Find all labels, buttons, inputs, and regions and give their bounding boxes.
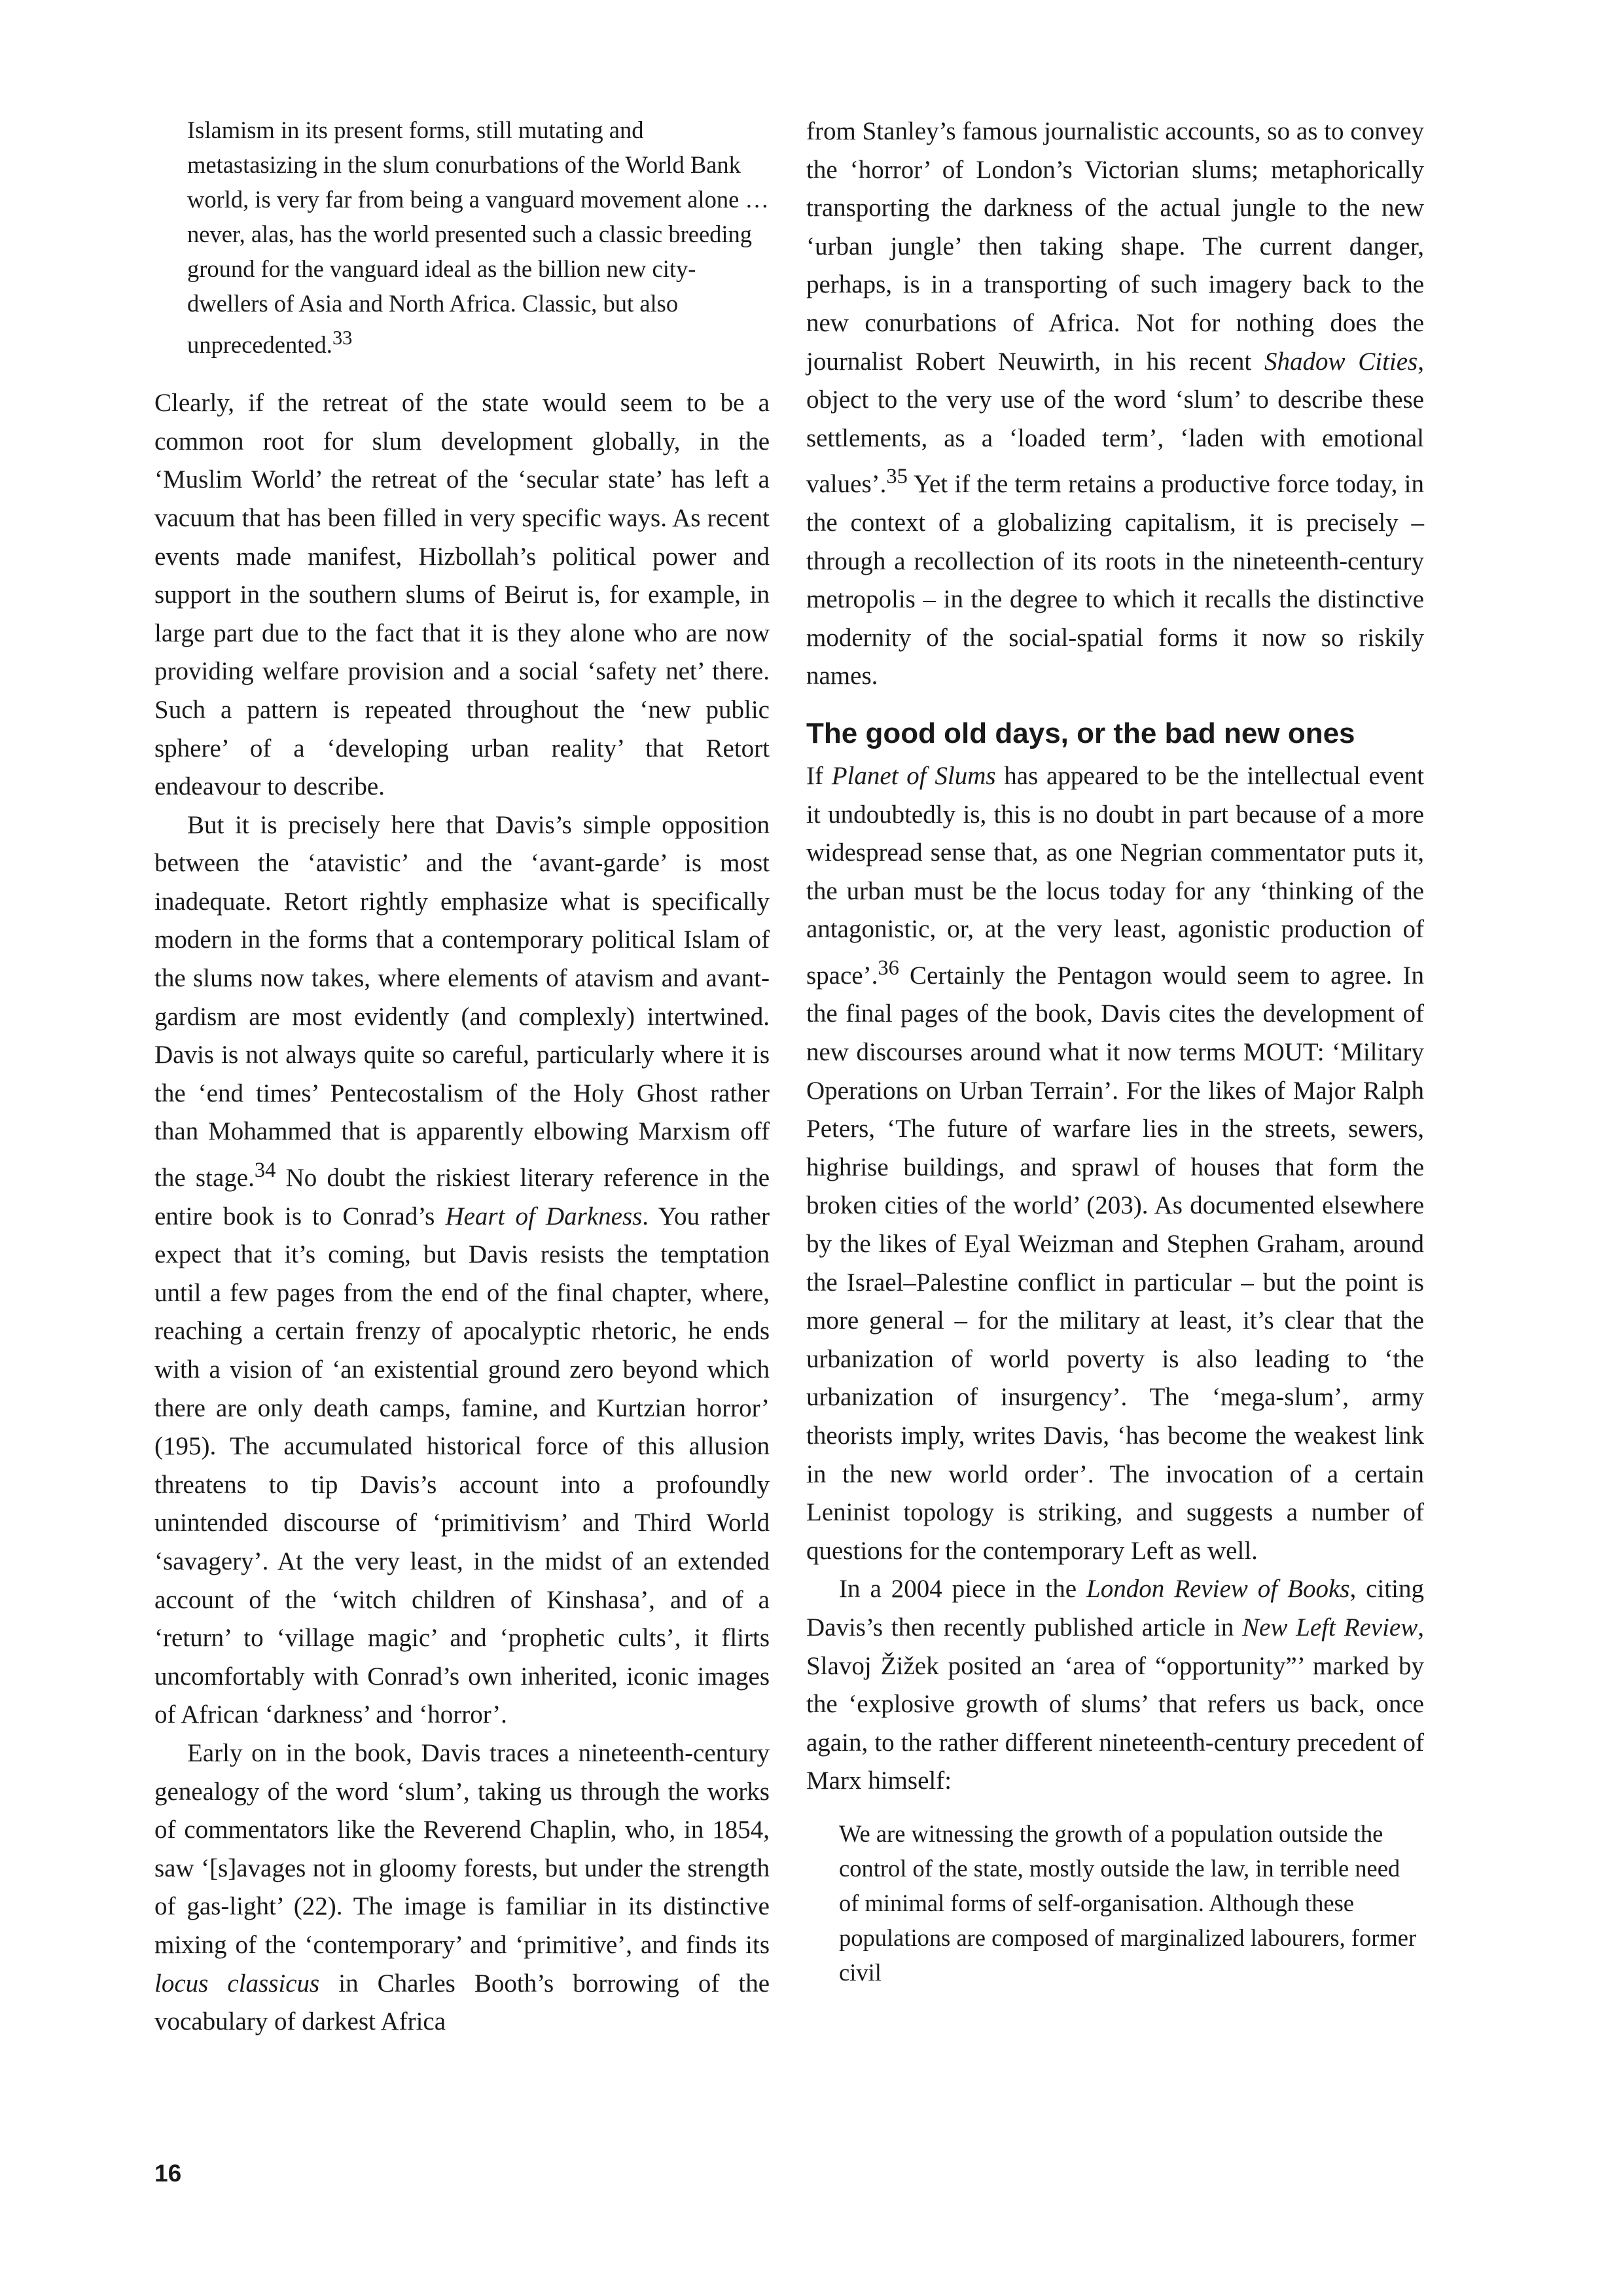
paragraph-text: in Charles Booth’s borrowing of the vocabulary of darkest Africa: [154, 1969, 770, 2036]
paragraph-text: . You rather expect that it’s coming, but Davis resists the temptation until a few pages from the end of the final chapter, where, reaching a certain frenzy of apocalyptic rhetoric, he ends with a vision of ‘an existential ground zero beyond which there are only death camps, famine, and Kurtzian horror’ (195). The accumulated historical force of this allusion threatens to tip Davis’s account into a profoundly unintended discourse of ‘primitivism’ and Third World ‘savagery’. At the very least, in the midst of an extended account of the ‘witch children of Kinshasa’, and of a ‘return’ to ‘village magic’ and ‘prophetic cults’, it flirts uncomfortably with Conrad’s own inherited, iconic images of African ‘darkness’ and ‘horror’.: [154, 1202, 770, 1729]
footnote-ref: 34: [254, 1158, 276, 1183]
paragraph-text: No doubt the riskiest literary reference in the entire book is to Conrad’s: [154, 1164, 770, 1230]
publication-title: London Review of Books: [1086, 1575, 1350, 1604]
paragraph-text: from Stanley’s famous journalistic accounts, so as to convey the ‘horror’ of London’s Victorian slums; metaphorically transporting the darkness of the actual jungle to the new ‘urban jungle’ then taking shape. The current danger, perhaps, is in a transporting of such imagery back to the new conurbations of Africa. Not for nothing does the journalist Robert Neuwirth, in his recent: [806, 117, 1424, 376]
book-title: Heart of Darkness: [445, 1202, 643, 1230]
section-heading: The good old days, or the bad new ones: [806, 717, 1355, 749]
footnote-ref: 35: [886, 465, 908, 489]
book-title: Shadow Cities: [1264, 347, 1418, 376]
paragraph-text: If: [806, 761, 832, 790]
paragraph-retreat-of-state: Clearly, if the retreat of the state would seem to be a common root for slum development globally, in the ‘Muslim World’ the retreat of the ‘secular state’ has left a vacuum that has been filled in very specific ways. As recent events made manifest, Hizbollah’s political power and support in the southern slums of Beirut is, for example, in large part due to the fact that it is they alone who are now providing welfare provision and a social ‘safety net’ there. Such a pattern is repeated throughout the ‘new public sphere’ of a ‘developing urban reality’ that Retort endeavour to describe.: [154, 389, 770, 801]
paragraph-stanley-accounts: [806, 113, 1424, 696]
quote-text: Islamism in its present forms, still mutating and metastasizing in the slum conurbations of the World Bank world, is very far from being a vanguard movement alone … never, alas, has the world presented such a classic breeding ground for the vanguard ideal as the billion new city-dwellers of Asia and North Africa. Classic, but also unprecedented.: [187, 117, 769, 359]
right-column: [806, 113, 1424, 1990]
footnote-ref: 36: [878, 956, 899, 980]
paragraph-text: But it is precisely here that Davis’s simple opposition between the ‘atavistic’ and the ‘avant-garde’ is most inadequate. Retort rightly emphasize what is specifically modern in the forms that a contemporary political Islam of the slums now takes, where elements of atavism and avant-gardism are most evidently (and complexly) intertwined. Davis is not always quite so careful, particularly where it is the ‘end times’ Pentecostalism of the Holy Ghost rather than Mohammed that is apparently elbowing Marxism off the stage.: [154, 810, 770, 1193]
footnote-ref: 33: [332, 327, 353, 349]
paragraph-planet-of-slums: [806, 757, 1424, 1570]
paragraph-text: Early on in the book, Davis traces a nineteenth-century genealogy of the word ‘slum’, taking us through the works of commentators like the Reverend Chaplin, who, in 1854, saw ‘[s]avages not in gloomy forests, but under the strength of gas-light’ (22). The image is familiar in its distinctive mixing of the ‘contemporary’ and ‘primitive’, and finds its: [154, 1738, 770, 1959]
paragraph-zizek: [806, 1570, 1424, 1801]
book-title: Planet of Slums: [831, 761, 996, 790]
italic-phrase: locus classicus: [154, 1969, 320, 1998]
paragraph-atavistic-avant-garde: [154, 806, 770, 1734]
paragraph-text: In a 2004 piece in the: [839, 1575, 1087, 1604]
paragraph-text: , object to the very use of the word ‘slum’ to describe these settlements, as a ‘loaded term’, ‘laden with emotional values’.: [806, 347, 1424, 499]
publication-title: New Left Review: [1242, 1613, 1418, 1641]
block-quote-zizek: We are witnessing the growth of a population outside the control of the state, mostly outside the law, in terrible need of minimal forms of self-organisation. Although these populations are composed of marginalized labourers, former civil: [839, 1820, 1417, 1986]
paragraph-text: , Slavoj Žižek posited an ‘area of “opportunity”’ marked by the ‘explosive growth of slums’ that refers us back, once again, to the rather different nineteenth-century precedent of Marx himself:: [806, 1613, 1424, 1795]
paragraph-text: has appeared to be the intellectual event it undoubtedly is, this is no doubt in part because of a more widespread sense that, as one Negrian commentator puts it, the urban must be the locus today for any ‘thinking of the antagonistic, or, at the very least, agonistic production of space’.: [806, 761, 1424, 990]
page-number: 16: [154, 2160, 182, 2187]
paragraph-text: Certainly the Pentagon would seem to agree. In the final pages of the book, Davis cites the development of new discourses around what it now terms MOUT: ‘Military Operations on Urban Terrain’. For the likes of Major Ralph Peters, ‘The future of warfare lies in the streets, sewers, highrise buildings, and sprawl of houses that form the broken cities of the world’ (203). As documented elsewhere by the likes of Eyal Weizman and Stephen Graham, around the Israel–Palestine conflict in particular – but the point is more general – for the military at least, it’s clear that the urbanization of world poverty is also leading to ‘the urbanization of insurgency’. The ‘mega-slum’, army theorists imply, writes Davis, ‘has become the weakest link in the new world order’. The invocation of a certain Leninist topology is striking, and suggests a number of questions for the contemporary Left as well.: [806, 961, 1424, 1565]
block-quote-islamism: [154, 113, 770, 362]
paragraph-text: Yet if the term retains a productive force today, in the context of a globalizing capitalism, it is precisely – through a recollection of its roots in the nineteenth-century metropolis – in the degree to which it recalls the distinctive modernity of the social-spatial forms it now so riskily names.: [806, 470, 1424, 691]
paragraph-genealogy-of-slum: [154, 1734, 770, 2041]
paragraph-text: , citing Davis’s then recently published article in: [806, 1575, 1424, 1641]
left-column: [154, 113, 770, 2041]
